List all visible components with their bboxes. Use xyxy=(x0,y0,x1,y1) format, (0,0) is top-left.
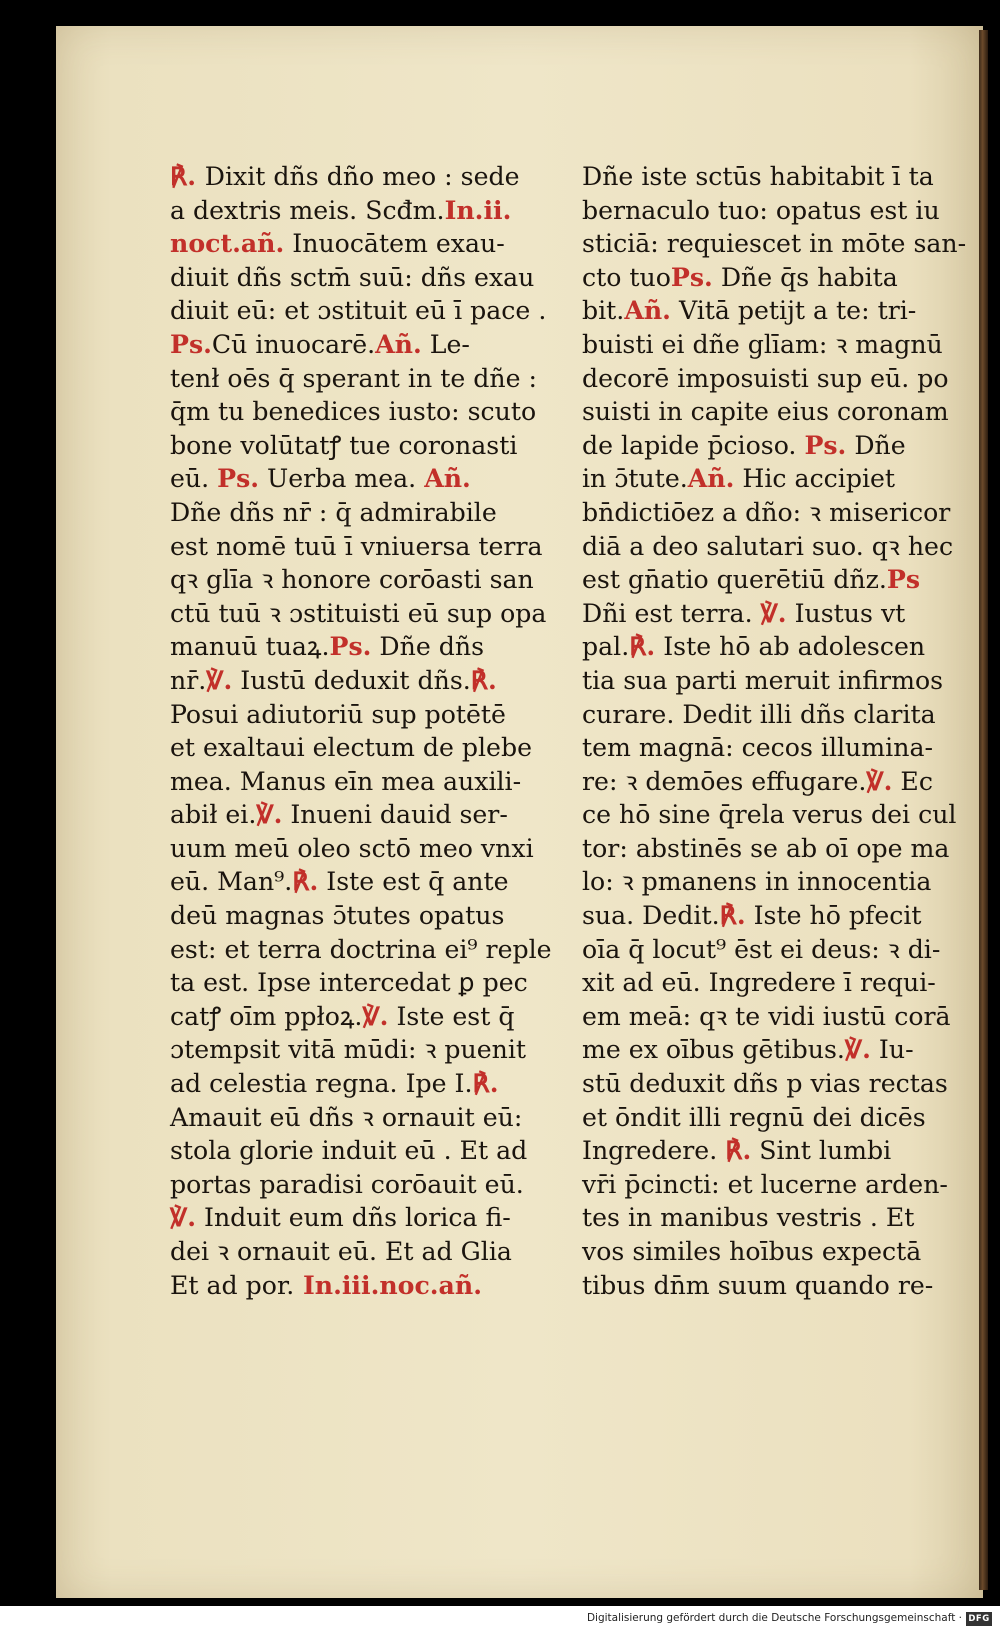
text-line xyxy=(582,194,952,228)
text-segment: suisti in capite eius coronam xyxy=(582,397,949,427)
rubric-mark: ℣. xyxy=(866,765,893,796)
text-segment: tem magnā: cecos illumina- xyxy=(582,733,933,763)
text-line xyxy=(582,966,952,1000)
rubric-mark: noct.añ. xyxy=(170,228,285,259)
text-line xyxy=(170,966,540,1000)
text-segment: eū. Man⁹. xyxy=(170,867,293,897)
rubric-mark: ℣. xyxy=(760,597,787,628)
text-segment: Dñe q̄s habita xyxy=(712,262,898,292)
text-segment: oīa q̄ locut⁹ ēst ei deus: ꝛ di- xyxy=(582,934,941,964)
text-segment: Dñe dñs nr̄ : q̄ admirabile xyxy=(170,497,497,527)
text-line xyxy=(582,630,952,664)
text-line xyxy=(582,1000,952,1034)
text-segment: et ōndit illi regnū dei dicēs xyxy=(582,1102,926,1132)
text-line xyxy=(582,294,952,328)
text-line xyxy=(170,832,540,866)
text-segment: Induit eum dñs lorica fi- xyxy=(196,1203,511,1233)
text-segment: vr̄i p̄cincti: et lucerne arden- xyxy=(582,1169,948,1199)
rubric-mark: ℟. xyxy=(170,161,205,191)
left-text-column xyxy=(170,160,552,1302)
rubric-mark: ℟. xyxy=(629,631,656,662)
text-segment: Ingredere. xyxy=(582,1136,726,1166)
text-segment: em meā: qꝛ te vidi iustū corā xyxy=(582,1001,951,1031)
rubric-mark: Ps. xyxy=(170,328,212,359)
text-line xyxy=(582,1201,952,1235)
text-segment: me ex oībus gētibus. xyxy=(582,1035,845,1065)
text-segment: bernaculo tuo: opatus est iu xyxy=(582,195,940,225)
text-segment: Vitā petijt a te: tri- xyxy=(670,296,917,326)
text-segment: Cū inuocarē. xyxy=(211,329,376,359)
rubric-mark: Ps. xyxy=(670,261,713,292)
text-line xyxy=(170,698,540,732)
text-segment: stola glorie induit eū . Et ad xyxy=(170,1136,528,1166)
text-segment: qꝛ glīa ꝛ honore corōasti san xyxy=(170,565,534,595)
text-segment: uum meū oleo sctō meo vnxi xyxy=(170,833,534,863)
text-segment: Iustū deduxit dñs. xyxy=(232,665,471,695)
text-segment: manuū tuaꝝ. xyxy=(170,632,330,662)
text-line xyxy=(582,731,952,765)
text-segment: tes in manibus vestris . Et xyxy=(582,1203,915,1233)
text-line xyxy=(170,630,540,664)
text-segment: diuit eū: et ɔstituit eū ī pace . xyxy=(170,296,547,326)
text-segment: et exaltaui electum de plebe xyxy=(170,733,532,763)
text-segment: eū. xyxy=(170,464,218,494)
text-line xyxy=(582,496,952,530)
text-segment: Hic accipiet xyxy=(734,464,896,494)
rubric-mark: ℣. xyxy=(256,799,283,830)
text-line xyxy=(170,798,540,832)
text-segment: decorē imposuisti sup eū. po xyxy=(582,363,949,393)
text-line xyxy=(170,1000,540,1034)
text-segment: Iste est q̄ ante xyxy=(318,867,509,897)
text-line xyxy=(170,1101,540,1135)
text-segment: Dñe dñs xyxy=(371,632,484,662)
rubric-mark: Añ. xyxy=(424,463,471,494)
text-line xyxy=(582,1168,952,1202)
text-segment: Et ad por. xyxy=(170,1270,295,1300)
text-segment: Sint lumbi xyxy=(751,1136,892,1166)
text-segment: ta est. Ipse intercedat ꝑ pec xyxy=(170,968,528,998)
text-segment: abił ei. xyxy=(170,800,257,830)
text-segment: Iste hō pfecit xyxy=(745,901,922,931)
text-segment: de lapide p̄cioso. xyxy=(582,430,805,460)
text-segment: ɔtempsit vitā mūdi: ꝛ puenit xyxy=(170,1035,527,1065)
footer-bar xyxy=(0,1606,1000,1632)
text-line xyxy=(170,294,547,328)
footer-credit: Digitalisierung gefördert durch die Deutsche Forschungsgemeinschaft · xyxy=(586,1612,962,1624)
rubric-mark: In.ii. xyxy=(444,194,512,225)
text-line xyxy=(582,1134,952,1168)
rubric-mark: ℣. xyxy=(362,1000,389,1031)
text-line xyxy=(582,227,967,261)
text-line xyxy=(582,597,952,631)
text-line xyxy=(170,1269,540,1303)
text-segment: ad celestia regna. Ipe I. xyxy=(170,1069,473,1099)
rubric-mark: Añ. xyxy=(687,463,735,494)
text-segment: Iustus vt xyxy=(786,598,906,628)
text-segment: Dñe iste sctūs habitabit ī ta xyxy=(582,162,934,191)
text-segment: Dñi est terra. xyxy=(582,598,761,628)
text-line xyxy=(582,1235,952,1269)
text-line xyxy=(170,933,552,967)
text-line xyxy=(582,798,957,832)
text-line xyxy=(170,362,540,396)
text-segment: est gn̄atio querētiū dñz. xyxy=(582,565,887,595)
rubric-mark: ℟. xyxy=(470,664,497,695)
text-segment: Posui adiutoriū sup potētē xyxy=(170,699,506,729)
rubric-mark: Añ. xyxy=(375,328,422,359)
text-segment: Inuocātem exau- xyxy=(284,229,505,259)
text-segment: cto tuo xyxy=(582,262,671,292)
text-line xyxy=(170,160,540,194)
text-segment: catꝭ oīm ppłoꝝ. xyxy=(170,1001,363,1031)
text-segment: ce hō sine q̄rela verus dei cul xyxy=(582,800,957,830)
rubric-mark: Ps. xyxy=(217,463,260,494)
text-line xyxy=(582,933,952,967)
text-line xyxy=(582,429,952,463)
text-segment: deū magnas ɔ̄tutes opatus xyxy=(170,901,505,931)
text-line xyxy=(582,160,952,194)
text-line xyxy=(170,462,540,496)
right-text-column xyxy=(582,160,967,1302)
text-line xyxy=(582,1067,952,1101)
text-line xyxy=(582,899,952,933)
text-segment: stū deduxit dñs p vias rectas xyxy=(582,1069,948,1099)
text-segment: Uerba mea. xyxy=(259,464,425,494)
rubric-mark: ℣. xyxy=(170,1202,196,1233)
text-line xyxy=(582,1101,952,1135)
rubric-mark: Añ. xyxy=(624,295,671,326)
rubric-mark: Ps xyxy=(886,564,921,595)
rubric-mark: ℟. xyxy=(292,866,319,897)
text-line xyxy=(170,597,547,631)
text-line xyxy=(582,530,952,564)
text-segment: diuit dñs sctm̄ suū: dñs exau xyxy=(170,262,535,292)
text-line xyxy=(170,1168,540,1202)
text-line xyxy=(582,395,952,429)
text-segment: pal. xyxy=(582,632,630,662)
text-segment: xit ad eū. Ingredere ī requi- xyxy=(582,968,936,998)
text-segment: Le- xyxy=(421,329,470,359)
text-line xyxy=(582,328,952,362)
rubric-mark: ℟. xyxy=(719,900,746,931)
text-line xyxy=(170,395,540,429)
text-segment: bit. xyxy=(582,296,625,326)
text-line xyxy=(582,362,952,396)
text-line xyxy=(170,1201,540,1235)
text-line xyxy=(170,530,543,564)
text-segment: bn̄dictiōez a dño: ꝛ misericor xyxy=(582,497,951,527)
text-segment: dei ꝛ ornauit eū. Et ad Glia xyxy=(170,1237,512,1266)
text-segment: curare. Dedit illi dñs clarita xyxy=(582,699,936,729)
text-segment: re: ꝛ demōes effugare. xyxy=(582,766,867,796)
text-segment: portas paradisi corōauit eū. xyxy=(170,1169,524,1199)
text-line xyxy=(170,1067,540,1101)
text-segment: in ɔ̄tute. xyxy=(582,464,688,494)
text-line xyxy=(170,1134,540,1168)
text-line xyxy=(170,664,540,698)
rubric-mark: Ps. xyxy=(804,429,847,460)
text-segment: a dextris meis. Scđm. xyxy=(170,195,445,225)
text-line xyxy=(582,664,952,698)
text-segment: sticiā: requiescet in mōte san- xyxy=(582,229,967,259)
text-segment: Dixit dñs dño meo : sede xyxy=(204,162,520,191)
text-segment: q̄m tu benedices iusto: scuto xyxy=(170,397,537,427)
rubric-mark: In.iii.noc.añ. xyxy=(294,1269,482,1300)
text-line xyxy=(170,731,540,765)
text-segment: Amauit eū dñs ꝛ ornauit eū: xyxy=(170,1102,523,1132)
text-segment: Dñe xyxy=(846,430,906,460)
text-line xyxy=(170,563,540,597)
rubric-mark: ℟. xyxy=(472,1068,499,1099)
text-segment: lo: ꝛ pmanens in innocentia xyxy=(582,867,932,897)
text-line xyxy=(170,1033,540,1067)
text-line xyxy=(582,1269,952,1303)
text-segment: mea. Manus eīn mea auxili- xyxy=(170,766,522,796)
text-segment: ctū tuū ꝛ ɔstituisti eū sup opa xyxy=(170,598,547,628)
text-line xyxy=(582,765,952,799)
text-segment: tia sua parti meruit infirmos xyxy=(582,665,944,695)
text-segment: Iste est q̄ xyxy=(388,1001,515,1031)
text-line xyxy=(170,328,540,362)
text-segment: Iu- xyxy=(870,1035,914,1065)
text-line xyxy=(582,1033,952,1067)
text-line xyxy=(582,261,952,295)
text-line xyxy=(170,496,540,530)
rubric-mark: ℣. xyxy=(206,664,233,695)
text-line xyxy=(582,563,952,597)
text-line xyxy=(170,899,540,933)
text-segment: Iste hō ab adolescen xyxy=(655,632,926,662)
text-segment: est nomē tuū ī vniuersa terra xyxy=(170,531,543,561)
text-segment: tenł oēs q̄ sperant in te dñe : xyxy=(170,363,537,393)
text-segment: vos similes hoībus expectā xyxy=(582,1237,922,1266)
text-line xyxy=(170,227,540,261)
text-line xyxy=(170,261,540,295)
text-segment: sua. Dedit. xyxy=(582,901,720,931)
rubric-mark: ℣. xyxy=(844,1034,871,1065)
text-segment: tor: abstinēs se ab oī ope ma xyxy=(582,833,950,863)
text-segment: bone volūtatꝭ tue coronasti xyxy=(170,430,518,460)
rubric-mark: ℟. xyxy=(725,1135,752,1166)
text-line xyxy=(582,698,952,732)
text-line xyxy=(170,865,540,899)
text-line xyxy=(582,865,952,899)
text-segment: est: et terra doctrina ei⁹ reple xyxy=(170,934,552,964)
text-segment: buisti ei dñe glīam: ꝛ magnū xyxy=(582,329,943,359)
text-line xyxy=(582,832,952,866)
text-line xyxy=(582,462,952,496)
text-line xyxy=(170,429,540,463)
dfg-logo-icon: DFG xyxy=(966,1612,992,1626)
text-segment: tibus dn̄m suum quando re- xyxy=(582,1270,934,1300)
text-segment: Ec xyxy=(892,766,933,796)
text-line xyxy=(170,765,540,799)
text-segment: Inueni dauid ser- xyxy=(282,800,508,830)
text-segment: diā a deo salutari suo. qꝛ hec xyxy=(582,531,954,561)
book-edge xyxy=(979,30,988,1590)
rubric-mark: Ps. xyxy=(329,631,372,662)
text-line xyxy=(170,194,540,228)
text-line xyxy=(170,1235,540,1269)
text-segment: nr̄. xyxy=(170,665,207,695)
